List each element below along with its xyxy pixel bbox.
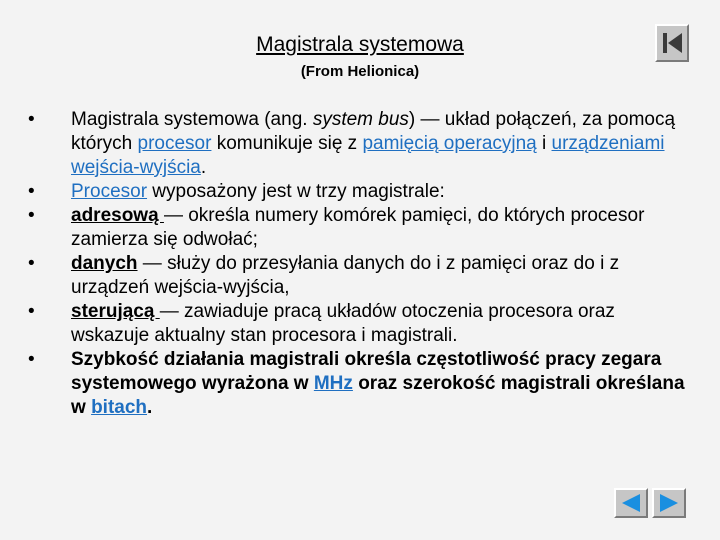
- bold-text: oraz szerokość magistrali określana w: [71, 373, 685, 418]
- first-slide-icon: [657, 26, 687, 60]
- slide-title: Magistrala systemowa: [256, 33, 464, 56]
- body-text: — określa numery komórek pamięci, do których procesor zamierza się odwołać;: [71, 205, 645, 250]
- bullet-list: [28, 108, 698, 420]
- bullet-item: [28, 204, 698, 252]
- next-slide-button[interactable]: [652, 488, 686, 518]
- bullet-item: [28, 252, 698, 300]
- slide-navigation: [614, 488, 686, 518]
- first-slide-button[interactable]: [655, 24, 689, 62]
- body-text: i: [536, 133, 552, 154]
- hyperlink[interactable]: Procesor: [71, 181, 148, 202]
- bold-text: Szybkość działania magistrali określa częstotliwość pracy zegara systemowego wyrażona w: [71, 349, 662, 394]
- bullet-marker: •: [28, 109, 35, 130]
- bullet-item: [28, 348, 698, 420]
- hyperlink[interactable]: urządzeniami wejścia-wyjścia: [71, 133, 665, 178]
- bullet-item: [28, 300, 698, 348]
- slide-subtitle: (From Helionica): [300, 63, 420, 80]
- bullet-marker: •: [28, 301, 35, 322]
- bullet-marker: •: [28, 205, 35, 226]
- previous-slide-icon: [616, 490, 646, 516]
- body-text: — zawiaduje pracą układów otoczenia procesora oraz wskazuje aktualny stan procesora i magistrali.: [71, 301, 615, 346]
- body-text: — służy do przesyłania danych do i z pamięci oraz do i z urządzeń wejścia-wyjścia,: [71, 253, 620, 298]
- body-text: Magistrala systemowa: [71, 109, 259, 130]
- bullet-item: [28, 108, 698, 180]
- body-text: komunikuje się z: [211, 133, 363, 154]
- italic-text: system bus: [312, 109, 409, 130]
- body-text: wyposażony jest w trzy magistrale:: [147, 181, 445, 202]
- body-text: ) — układ połączeń, za pomocą których: [71, 109, 676, 154]
- body-text: .: [200, 157, 207, 178]
- hyperlink[interactable]: pamięcią operacyjną: [362, 133, 537, 154]
- term-label: sterującą: [71, 301, 160, 322]
- bold-text: .: [147, 397, 153, 418]
- hyperlink[interactable]: MHz: [313, 373, 353, 394]
- next-slide-icon: [654, 490, 684, 516]
- hyperlink[interactable]: procesor: [137, 133, 212, 154]
- term-label: danych: [71, 253, 138, 274]
- hyperlink[interactable]: bitach: [91, 397, 148, 418]
- previous-slide-button[interactable]: [614, 488, 648, 518]
- bullet-item: [28, 180, 698, 204]
- body-text: (ang.: [258, 109, 313, 130]
- bullet-marker: •: [28, 349, 35, 370]
- bullet-marker: •: [28, 181, 35, 202]
- term-label: adresową: [71, 205, 164, 226]
- bullet-marker: •: [28, 253, 35, 274]
